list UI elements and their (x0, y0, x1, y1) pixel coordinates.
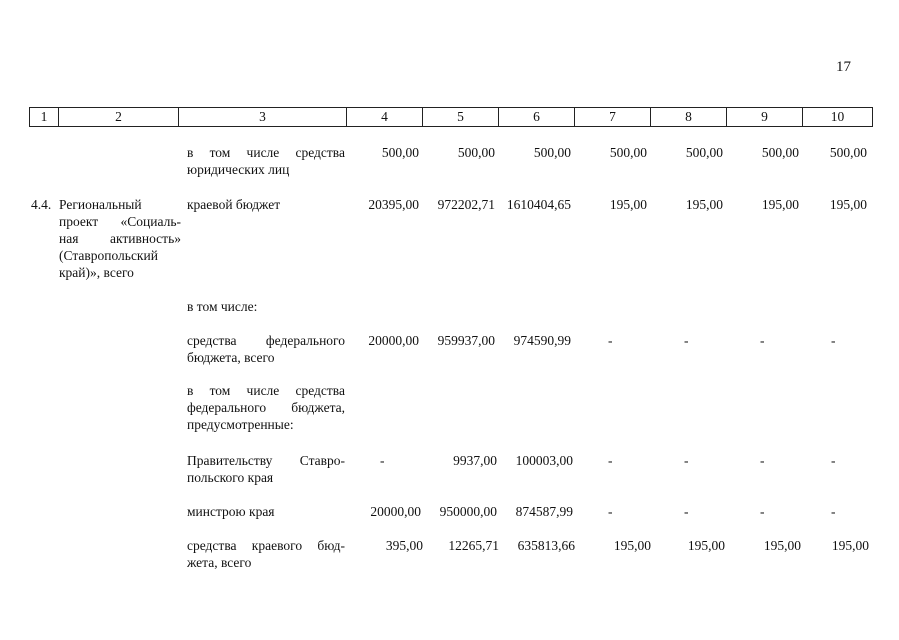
row-desc: в том числе средства юридических лиц (187, 145, 345, 177)
row-value: - (831, 333, 836, 348)
row-value: 195,00 (687, 538, 725, 553)
row-value: - (608, 453, 613, 468)
row-value: 500,00 (457, 145, 495, 160)
row-value: - (380, 453, 385, 468)
row-value: - (831, 453, 836, 468)
header-col-10: 10 (803, 108, 873, 126)
row-desc: краевой бюджет (187, 197, 281, 212)
page-number: 17 (836, 59, 851, 75)
header-col-1: 1 (30, 108, 59, 126)
row-value: 195,00 (685, 197, 723, 212)
row-value: 100003,00 (515, 453, 573, 468)
header-col-9: 9 (727, 108, 803, 126)
row-value: 950000,00 (439, 504, 497, 519)
row-value: - (831, 504, 836, 519)
table-header (29, 107, 873, 127)
row-value: - (760, 453, 765, 468)
row-value: 500,00 (609, 145, 647, 160)
row-value: 972202,71 (437, 197, 495, 212)
row-value: - (608, 504, 613, 519)
row-value: 195,00 (761, 197, 799, 212)
header-col-5: 5 (423, 108, 499, 126)
row-desc: средства федерального бюджета, всего (187, 333, 345, 365)
row-value: - (684, 333, 689, 348)
row-value: - (608, 333, 613, 348)
row-value: 874587,99 (515, 504, 573, 519)
row-value: 195,00 (831, 538, 869, 553)
row-value: 195,00 (609, 197, 647, 212)
row-value: - (760, 333, 765, 348)
row-value: 500,00 (761, 145, 799, 160)
row-value: 12265,71 (448, 538, 499, 553)
header-col-6: 6 (499, 108, 575, 126)
row-value: 195,00 (763, 538, 801, 553)
row-value: 635813,66 (517, 538, 575, 553)
row-value: - (684, 453, 689, 468)
row-value: 500,00 (685, 145, 723, 160)
header-col-2: 2 (59, 108, 179, 126)
row-value: 959937,00 (437, 333, 495, 348)
row-desc: в том числе средства федерального бюджета, предусмотренные: (187, 383, 345, 432)
row-value: - (760, 504, 765, 519)
row-desc: средства краевого бюд-жета, всего (187, 538, 345, 570)
row-value: - (684, 504, 689, 519)
row-value: 1610404,65 (506, 197, 571, 212)
header-col-4: 4 (347, 108, 423, 126)
header-col-7: 7 (575, 108, 651, 126)
row-code: 4.4. (31, 197, 52, 212)
row-desc: в том числе: (187, 299, 258, 314)
row-desc: минстрою края (187, 504, 275, 519)
row-value: 395,00 (385, 538, 423, 553)
row-value: 974590,99 (513, 333, 571, 348)
row-value: 500,00 (533, 145, 571, 160)
row-name: Региональный проект «Социаль-ная активность» (Ставропольский край)», всего (59, 197, 181, 280)
row-value: 20000,00 (368, 333, 419, 348)
row-value: 20395,00 (368, 197, 419, 212)
row-value: 9937,00 (453, 453, 497, 468)
header-col-3: 3 (179, 108, 347, 126)
row-value: 500,00 (381, 145, 419, 160)
row-value: 195,00 (829, 197, 867, 212)
row-value: 20000,00 (370, 504, 421, 519)
row-value: 195,00 (613, 538, 651, 553)
row-value: 500,00 (829, 145, 867, 160)
row-desc: Правительству Ставро-польского края (187, 453, 345, 485)
header-col-8: 8 (651, 108, 727, 126)
